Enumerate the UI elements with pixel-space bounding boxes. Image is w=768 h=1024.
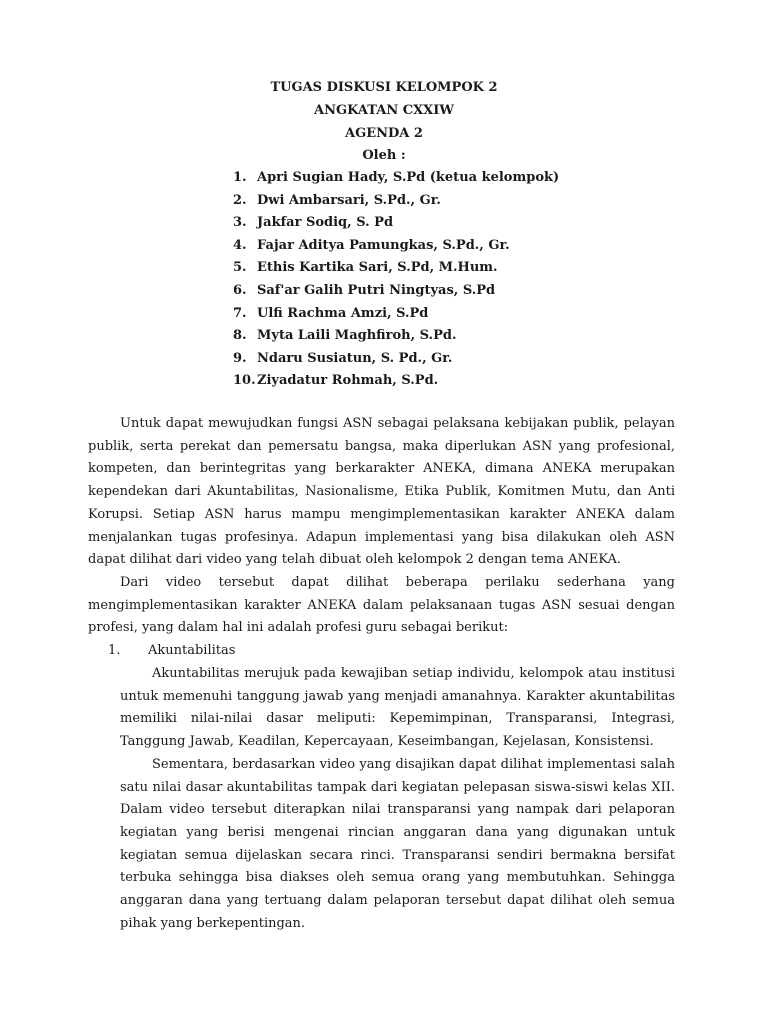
- member-name: Myta Laili Maghfiroh, S.Pd.: [257, 328, 457, 344]
- author-label: Oleh :: [362, 148, 406, 163]
- member-name: Dwi Ambarsari, S.Pd., Gr.: [257, 192, 441, 208]
- document-subtitle-batch: ANGKATAN CXXIW: [314, 103, 454, 118]
- akuntabilitas-paragraphs: [120, 663, 675, 935]
- member-name: Apri Sugian Hady, S.Pd (ketua kelompok): [257, 170, 560, 185]
- member-name: Ulfi Rachma Amzi, S.Pd: [257, 305, 429, 321]
- list-item: 4. Fajar Aditya Pamungkas, S.Pd., Gr.: [233, 237, 510, 253]
- member-name: Saf'ar Galih Putri Ningtyas, S.Pd: [257, 282, 496, 298]
- document-title: TUGAS DISKUSI KELOMPOK 2: [270, 80, 498, 95]
- list-item: 10.Ziyadatur Rohmah, S.Pd.: [233, 373, 439, 389]
- member-list: [233, 169, 559, 395]
- list-item: 7. Ulfi Rachma Amzi, S.Pd: [233, 305, 429, 321]
- member-name: Ziyadatur Rohmah, S.Pd.: [257, 373, 439, 389]
- document-subtitle-agenda: AGENDA 2: [345, 126, 423, 141]
- list-item: 8. Myta Laili Maghfiroh, S.Pd.: [233, 328, 457, 344]
- list-item: 5. Ethis Kartika Sari, S.Pd, M.Hum.: [233, 260, 498, 276]
- list-item: 9. Ndaru Susiatun, S. Pd., Gr.: [233, 350, 453, 366]
- member-name: Jakfar Sodiq, S. Pd: [257, 215, 394, 231]
- paragraph-intro: Untuk dapat mewujudkan fungsi ASN sebagai pelaksana kebijakan publik, pelayan publik, serta perekat dan pemersatu bangsa, maka diperlukan ASN yang profesional, kompeten, dan berintegritas yang berkarakter ANEKA, dimana ANEKA merupakan kependekan dari Akuntabilitas, Nasionalisme, Etika Publik, Komitmen Mutu, dan Anti Korupsi. Setiap ASN harus mampu mengimplementasikan karakter ANEKA dalam menjalankan tugas profesinya. Adapun implementasi yang bisa dilakukan oleh ASN dapat dilihat dari video yang telah dibuat oleh kelompok 2 dengan tema ANEKA.: [88, 416, 675, 568]
- section-title: Akuntabilitas: [148, 643, 236, 658]
- member-name: Fajar Aditya Pamungkas, S.Pd., Gr.: [257, 237, 510, 253]
- list-item: 3. Jakfar Sodiq, S. Pd: [233, 215, 394, 231]
- section-heading-akuntabilitas: [108, 641, 235, 661]
- list-item: 6. Saf'ar Galih Putri Ningtyas, S.Pd: [233, 282, 496, 298]
- paragraph-akuntabilitas-example: Sementara, berdasarkan video yang disajikan dapat dilihat implementasi salah satu nilai dasar akuntabilitas tampak dari kegiatan pelepasan siswa-siswi kelas XII. Dalam video tersebut diterapkan nilai transparansi yang nampak dari pelaporan kegiatan yang berisi mengenai rincian anggaran dana yang digunakan untuk kegiatan semua dijelaskan secara rinci. Transparansi sendiri bermakna bersifat terbuka sehingga bisa diakses oleh semua orang yang membutuhkan. Sehingga anggaran dana yang tertuang dalam pelaporan tersebut dapat dilihat oleh semua pihak yang berkepentingan.: [120, 756, 675, 931]
- list-item: 1. Apri Sugian Hady, S.Pd (ketua kelompok): [233, 170, 560, 185]
- member-name: Ethis Kartika Sari, S.Pd, M.Hum.: [257, 260, 498, 276]
- member-name: Ndaru Susiatun, S. Pd., Gr.: [257, 350, 453, 366]
- paragraph-behaviour: Dari video tersebut dapat dilihat beberapa perilaku sederhana yang mengimplementasikan karakter ANEKA dalam pelaksanaan tugas ASN sesuai dengan profesi, yang dalam hal ini adalah profesi guru sebagai berikut:: [88, 574, 675, 636]
- list-item: 2. Dwi Ambarsari, S.Pd., Gr.: [233, 192, 441, 208]
- paragraph-akuntabilitas-definition: Akuntabilitas merujuk pada kewajiban setiap individu, kelompok atau institusi untuk memenuhi tanggung jawab yang menjadi amanahnya. Karakter akuntabilitas memiliki nilai-nilai dasar meliputi: Kepemimpinan, Transparansi, Integrasi, Tanggung Jawab, Keadilan, Kepercayaan, Keseimbangan, Kejelasan, Konsistensi.: [120, 666, 675, 750]
- section-number: 1.: [108, 643, 121, 658]
- intro-paragraphs: [88, 413, 675, 640]
